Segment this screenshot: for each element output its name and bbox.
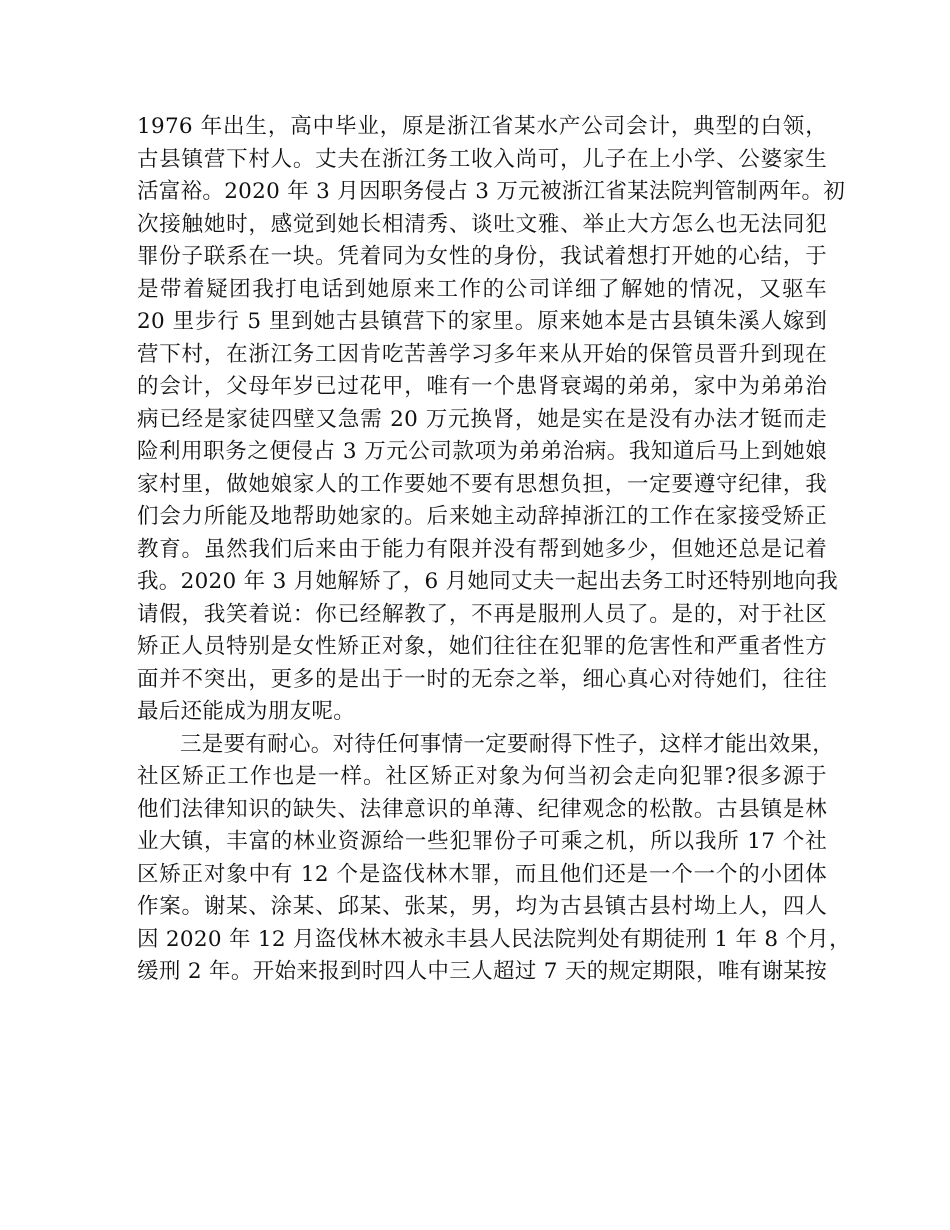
text-line: 因 2020 年 12 月盗伐林木被永丰县人民法院判处有期徒刑 1 年 8 个月， [137,926,851,952]
text-line: 是带着疑团我打电话到她原来工作的公司详细了解她的情况，又驱车 [137,276,827,302]
text-line: 20 里步行 5 里到她古县镇营下的家里。原来她本是古县镇朱溪人嫁到 [137,309,827,334]
text-line: 1976 年出生，高中毕业，原是浙江省某水产公司会计，典型的白领， [137,114,827,139]
text-line: 活富裕。2020 年 3 月因职务侵占 3 万元被浙江省某法院判管制两年。初 [137,179,846,204]
text-line: 社区矫正工作也是一样。社区矫正对象为何当初会走向犯罪?很多源于 [137,764,827,789]
body-text [137,111,851,989]
text-line: 险利用职务之便侵占 3 万元公司款项为弟弟治病。我知道后马上到她娘 [137,439,827,464]
text-line: 罪份子联系在一块。凭着同为女性的身份，我试着想打开她的心结，于 [137,244,827,269]
text-line: 面并不突出，更多的是出于一时的无奈之举，细心真心对待她们，往往 [137,666,827,692]
text-line: 我。2020 年 3 月她解矫了，6 月她同丈夫一起出去务工时还特别地向我 [137,569,839,594]
text-line: 病已经是家徒四壁又急需 20 万元换肾，她是实在是没有办法才铤而走 [137,406,827,432]
text-line: 营下村，在浙江务工因肯吃苦善学习多年来从开始的保管员晋升到现在 [137,341,827,367]
text-line: 次接触她时，感觉到她长相清秀、谈吐文雅、举止大方怎么也无法同犯 [137,211,827,237]
text-line: 作案。谢某、涂某、邱某、张某，男，均为古县镇古县村坳上人，四人 [137,894,827,919]
text-line: 家村里，做她娘家人的工作要她不要有思想负担，一定要遵守纪律，我 [137,471,827,497]
paragraph-2 [137,729,851,989]
text-line: 缓刑 2 年。开始来报到时四人中三人超过 7 天的规定期限，唯有谢某按 [137,959,827,984]
text-line: 他们法律知识的缺失、法律意识的单薄、纪律观念的松散。古县镇是林 [137,796,827,822]
text-line: 业大镇，丰富的林业资源给一些犯罪份子可乘之机，所以我所 17 个社 [137,829,827,854]
text-line: 三是要有耐心。对待任何事情一定要耐得下性子，这样才能出效果， [180,731,835,757]
text-line: 们会力所能及地帮助她家的。后来她主动辞掉浙江的工作在家接受矫正 [137,504,827,529]
text-line: 区矫正对象中有 12 个是盗伐林木罪，而且他们还是一个一个的小团体 [137,861,827,887]
text-line: 最后还能成为朋友呢。 [137,699,356,724]
text-line: 教育。虽然我们后来由于能力有限并没有帮到她多少，但她还总是记着 [137,536,827,562]
text-line: 矫正人员特别是女性矫正对象，她们往往在犯罪的危害性和严重者性方 [137,634,827,659]
text-line: 的会计，父母年岁已过花甲，唯有一个患肾衰竭的弟弟，家中为弟弟治 [137,374,827,399]
text-line: 古县镇营下村人。丈夫在浙江务工收入尚可，儿子在上小学、公婆家生 [137,146,827,172]
text-line: 请假，我笑着说：你已经解教了，不再是服刑人员了。是的，对于社区 [137,601,827,627]
paragraph-1 [137,111,846,729]
